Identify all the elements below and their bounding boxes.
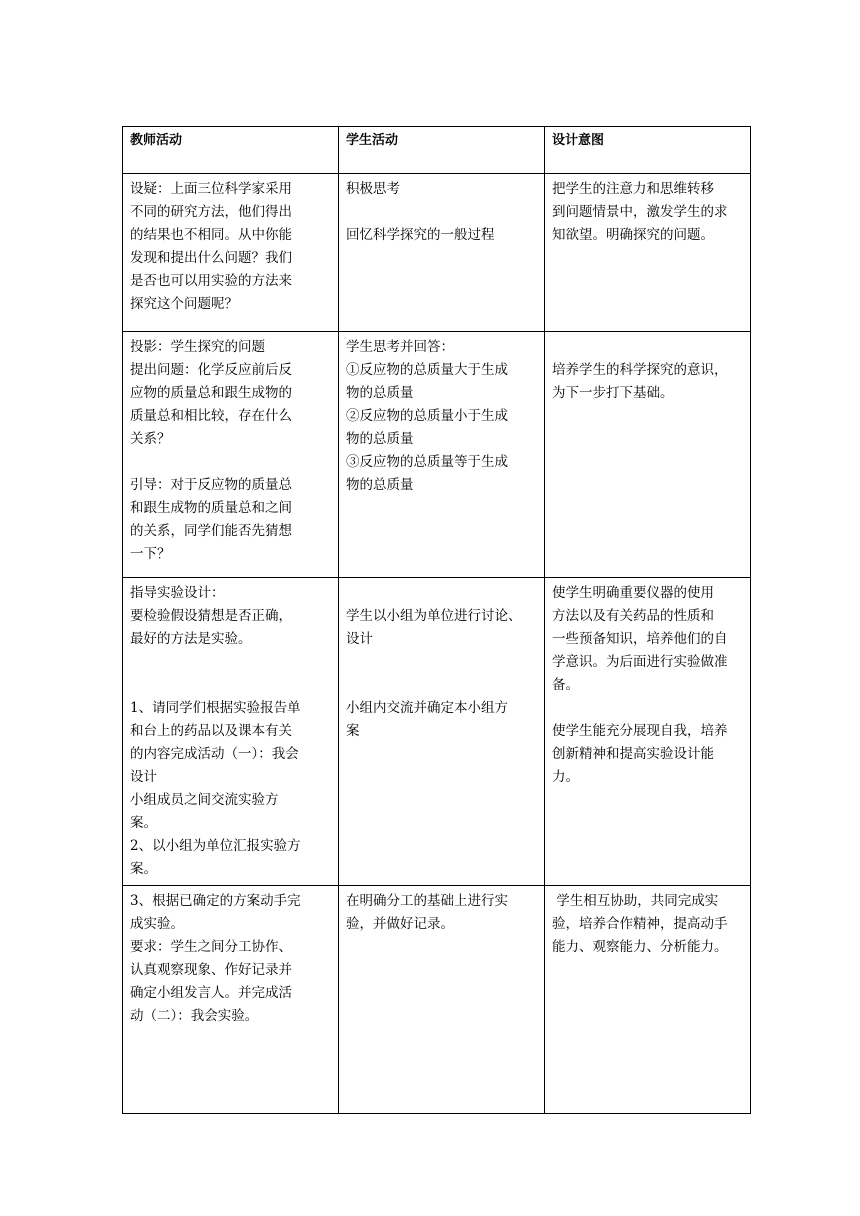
blank-line	[130, 674, 332, 697]
cell-text-line: 要求：学生之间分工协作、	[130, 939, 292, 955]
cell-text-line: 探究这个问题呢？	[130, 296, 238, 312]
cell-text-line: 2、以小组为单位汇报实验方	[130, 838, 301, 854]
student-cell	[339, 174, 545, 332]
teacher-cell	[123, 886, 339, 1114]
cell-text-line: ①反应物的总质量大于生成	[346, 362, 508, 378]
cell-text-line: 案。	[130, 815, 157, 831]
cell-text-line: 3、根据已确定的方案动手完	[130, 893, 301, 909]
cell-text-line: 发现和提出什么问题？我们	[130, 250, 292, 266]
cell-text-line: 能力、观察能力、分析能力。	[552, 939, 728, 955]
cell-text-line: 确定小组发言人。并完成活	[130, 985, 292, 1001]
cell-text-line: 在明确分工的基础上进行实	[346, 893, 508, 909]
cell-text-line: 投影：学生探究的问题	[130, 339, 265, 355]
cell-text-line: 创新精神和提高实验设计能	[552, 746, 714, 762]
cell-text-line: 把学生的注意力和思维转移	[552, 181, 714, 197]
cell-text-line: 物的总质量	[346, 385, 414, 401]
cell-text-line: 验，并做好记录。	[346, 916, 454, 932]
cell-text-line: 最好的方法是实验。	[130, 631, 252, 647]
lesson-plan-table	[122, 126, 751, 1114]
cell-text-line: 成实验。	[130, 916, 184, 932]
cell-text-line: 回忆科学探究的一般过程	[346, 227, 495, 243]
header-design-intent: 设计意图	[545, 127, 751, 174]
cell-text-line: 物的总质量	[346, 431, 414, 447]
cell-text-line: 关系？	[130, 431, 171, 447]
blank-line	[346, 674, 538, 697]
cell-text-line: 要检验假设猜想是否正确，	[130, 608, 292, 624]
teacher-cell	[123, 174, 339, 332]
cell-text-line: 学意识。为后面进行实验做准	[552, 654, 728, 670]
table-row	[123, 332, 751, 578]
cell-text-line: 验，培养合作精神，提高动手	[552, 916, 728, 932]
table-row	[123, 578, 751, 886]
cell-text-line: 案	[346, 723, 360, 739]
cell-text-line: 备。	[552, 677, 579, 693]
cell-text-line: 不同的研究方法，他们得出	[130, 204, 292, 220]
cell-text-line: 引导：对于反应物的质量总	[130, 477, 292, 493]
student-cell	[339, 332, 545, 578]
cell-text-line: 案。	[130, 861, 157, 877]
cell-text-line: 1、请同学们根据实验报告单	[130, 700, 301, 716]
intent-cell	[545, 886, 751, 1114]
blank-line	[130, 651, 332, 674]
intent-cell	[545, 174, 751, 332]
cell-text-line: 应物的质量总和跟生成物的	[130, 385, 292, 401]
cell-text-line: 认真观察现象、作好记录并	[130, 962, 292, 978]
cell-text-line: 学生以小组为单位进行讨论、	[346, 608, 522, 624]
cell-text-line: 指导实验设计：	[130, 585, 225, 601]
student-cell	[339, 886, 545, 1114]
table-header-row	[123, 127, 751, 174]
blank-line	[346, 651, 538, 674]
cell-text-line: 为下一步打下基础。	[552, 385, 674, 401]
cell-text-line: 力。	[552, 769, 579, 785]
table-row	[123, 174, 751, 332]
student-cell	[339, 578, 545, 886]
cell-text-line: 动（二）：我会实验。	[130, 1008, 259, 1024]
cell-text-line: ③反应物的总质量等于生成	[346, 454, 508, 470]
blank-line	[130, 451, 332, 474]
cell-text-line: ②反应物的总质量小于生成	[346, 408, 508, 424]
cell-text-line: 知欲望。明确探究的问题。	[552, 227, 714, 243]
cell-text-line: 质量总和相比较，存在什么	[130, 408, 292, 424]
cell-text-line: 使学生明确重要仪器的使用	[552, 585, 714, 601]
table-row	[123, 886, 751, 1114]
cell-text-line: 和跟生成物的质量总和之间	[130, 500, 292, 516]
cell-text-line: 学生相互协助，共同完成实	[552, 893, 719, 909]
cell-text-line: 设疑：上面三位科学家采用	[130, 181, 292, 197]
cell-text-line: 小组成员之间交流实验方	[130, 792, 279, 808]
cell-text-line: 提出问题：化学反应前后反	[130, 362, 292, 378]
cell-text-line: 物的总质量	[346, 477, 414, 493]
cell-text-line: 一下？	[130, 546, 171, 562]
cell-text-line: 的结果也不相同。从中你能	[130, 227, 292, 243]
cell-text-line: 方法以及有关药品的性质和	[552, 608, 714, 624]
blank-line	[346, 201, 538, 224]
cell-text-line: 一些预备知识，培养他们的自	[552, 631, 728, 647]
intent-cell	[545, 332, 751, 578]
cell-text-line: 是否也可以用实验的方法来	[130, 273, 292, 289]
cell-text-line: 的内容完成活动（一）：我会	[130, 746, 299, 762]
blank-line	[552, 336, 744, 359]
header-student-activity: 学生活动	[339, 127, 545, 174]
cell-text-line: 学生思考并回答：	[346, 339, 454, 355]
cell-text-line: 和台上的药品以及课本有关	[130, 723, 292, 739]
blank-line	[552, 697, 744, 720]
teacher-cell	[123, 332, 339, 578]
header-teacher-activity: 教师活动	[123, 127, 339, 174]
cell-text-line: 设计	[346, 631, 373, 647]
blank-line	[346, 582, 538, 605]
cell-text-line: 到问题情景中，激发学生的求	[552, 204, 728, 220]
teacher-cell	[123, 578, 339, 886]
intent-cell	[545, 578, 751, 886]
cell-text-line: 设计	[130, 769, 157, 785]
cell-text-line: 积极思考	[346, 181, 400, 197]
cell-text-line: 小组内交流并确定本小组方	[346, 700, 508, 716]
cell-text-line: 的关系，同学们能否先猜想	[130, 523, 292, 539]
cell-text-line: 使学生能充分展现自我，培养	[552, 723, 728, 739]
cell-text-line: 培养学生的科学探究的意识，	[552, 362, 728, 378]
